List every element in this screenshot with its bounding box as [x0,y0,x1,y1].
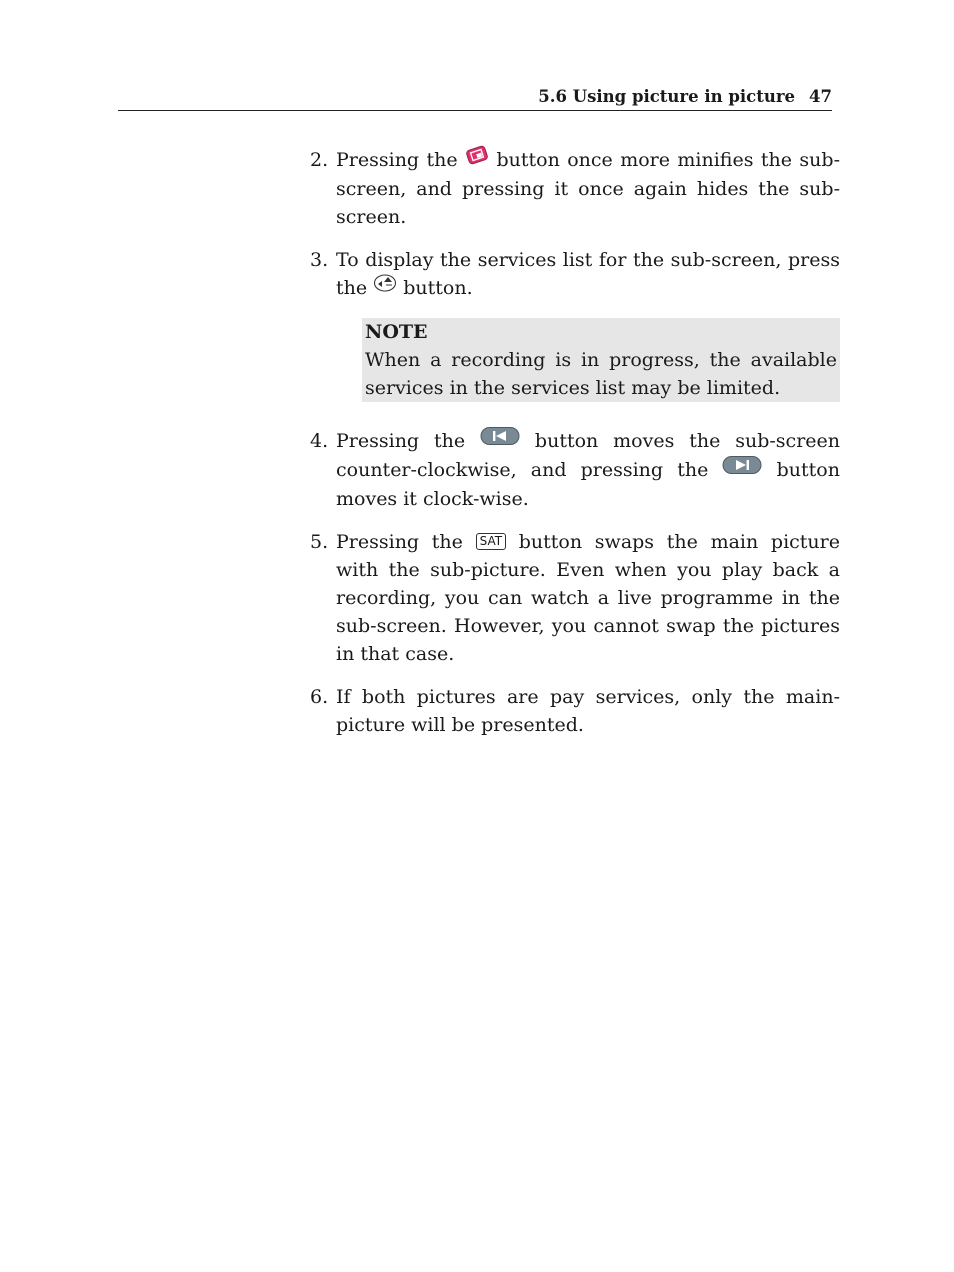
note-text: When a recording is in progress, the available services in the services list may be limited. [365,349,837,399]
page-number: 47 [809,87,832,106]
pip-pink-key-icon [465,145,489,173]
list-item [310,246,840,402]
skip-forward-key-icon [722,455,762,483]
note-box [362,318,840,402]
skip-back-key-icon [480,426,520,454]
item-text: To display the services list for the sub-screen, press the button. [336,249,840,299]
item-text: Pressing the button once more minifies the sub-screen, and pressing it once again hides the sub-screen. [336,146,840,231]
item-number: 6. [310,686,329,708]
main-content [310,146,840,754]
list-item [310,146,840,231]
services-list-key-icon [373,273,397,301]
item-number: 3. [310,249,329,271]
item-text: If both pictures are pay services, only the main-picture will be presented. [336,686,840,736]
sat-key-icon: SAT [476,533,506,550]
section-title: 5.6 Using picture in picture [538,87,796,106]
item-number: 5. [310,531,329,553]
list-item [310,528,840,668]
item-text: Pressing the button moves the sub-screen counter-clockwise, and pressing the button moves it clock-wise. [336,427,840,513]
item-number: 2. [310,149,329,171]
item-number: 4. [310,430,329,452]
note-title: NOTE [365,321,428,343]
running-header [118,86,832,111]
list-item [310,683,840,739]
item-text: Pressing the SAT button swaps the main picture with the sub-picture. Even when you play back a recording, you can watch a live programme in the sub-screen. However, you cannot swap the pictures in that case. [336,531,840,665]
list-item [310,427,840,513]
